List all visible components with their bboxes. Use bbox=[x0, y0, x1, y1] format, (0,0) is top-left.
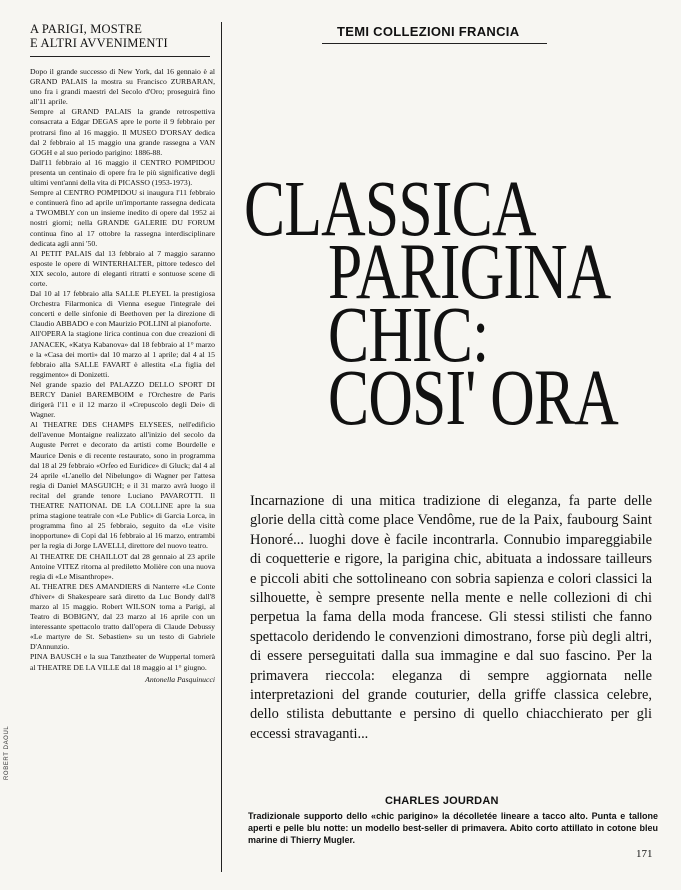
events-sidebar bbox=[20, 22, 222, 872]
intro-paragraph: Incarnazione di una mitica tradizione di eleganza, fa parte delle glorie della città come place Vendôme, rue de la Paix, faubourg Saint Honoré... luoghi dove è facile incontrarla. Connubio impareggiabile di coquetterie e rigore, la parigina chic, abituata a indossare tailleurs e piccoli abiti che sottolineano con sobria sapienza e colori classici la silhouette, è sempre presente nella mente e nelle collezioni di chi perpetua la fama della moda francese. Gli stessi stilisti che fanno spettacolo deridendo le convenzioni dimostrano, forse più degli altri, di essere perseguitati dalla sua immagine e dal suo fascino. Per la primavera rieccola: eleganza di sempre aggiornata nelle interpretazioni del grande couturier, della griffe classica celebre, dello stilista debuttante e persino di quello chiacchierato per gli eccessi stravaganti... bbox=[250, 493, 652, 742]
sidebar-paragraph: Al PETIT PALAIS dal 13 febbraio al 7 maggio saranno esposte le opere di WINTERHALTER, pittore tedesco del XIX secolo, autore di eleganti ritratti e sontuose scene di corte. bbox=[30, 248, 215, 288]
sidebar-paragraph: Sempre al CENTRO POMPIDOU si inaugura l'11 febbraio e continuerà fino ad aprile un'importante rassegna dedicata a TWOMBLY con un insieme inedito di opere dal 1952 ai nostri giorni; nella GRANDE GALERIE DU FORUM continua fino al 17 ottobre la rassegna interdisciplinare dedicata agli anni '50. bbox=[30, 188, 215, 248]
sidebar-paragraph: Al THEATRE DE CHAILLOT dal 28 gennaio al 23 aprile Antoine VITEZ ritorna al prediletto Molière con una nuova regia di «Le Misanthrope». bbox=[30, 551, 215, 581]
sidebar-title-line-2: E ALTRI AVVENIMENTI bbox=[30, 36, 168, 50]
sidebar-title-rule bbox=[30, 56, 210, 57]
sidebar-paragraph: AL THEATRE DES AMANDIERS di Nanterre «Le Conte d'hiver» di Shakespeare sarà diretto da Luc Bondy dall'8 marzo al 15 maggio. Robert WILSON torna a Parigi, al Teatro di BOBIGNY, dal 23 marzo al 16 aprile con un interessante spettacolo tratto dall'opera di Claude Debussy «Le martyre de St. Sebastien» su un testo di Gabriele D'Annunzio. bbox=[30, 581, 215, 652]
headline-line-4: COSI' ORA bbox=[328, 355, 618, 442]
photo-credit: ROBERT DAOUL bbox=[4, 725, 10, 780]
headline-line-2: PARIGINA bbox=[328, 229, 611, 316]
caption-title: CHARLES JOURDAN bbox=[385, 795, 499, 807]
section-label: TEMI COLLEZIONI FRANCIA bbox=[337, 24, 520, 39]
sidebar-paragraph: PINA BAUSCH e la sua Tanztheater de Wuppertal tornerà al THEATRE DE LA VILLE dal 18 maggio al 1° giugno. bbox=[30, 652, 215, 672]
headline-line-3: CHIC: bbox=[328, 292, 489, 379]
sidebar-paragraph: Sempre al GRAND PALAIS la grande retrospettiva consacrata a Edgar DEGAS apre le porte il 9 febbraio per protrarsi fino al 16 maggio. Il MUSEO D'ORSAY dedica dal 2 febbraio al 15 maggio una grande rassegna a VAN GOGH e al suo periodo parigino: 1886-88. bbox=[30, 107, 215, 157]
section-label-rule bbox=[322, 43, 547, 44]
page-number: 171 bbox=[636, 848, 653, 860]
sidebar-paragraph: Al THEATRE DES CHAMPS ELYSEES, nell'edificio dell'avenue Montaigne realizzato all'inizio del secolo da Auguste Perret e decorato da artisti come Bourdelle e Maurice Denis e di recente restaurato, sono in programma dal 18 al 29 febbraio «Orfeo ed Euridice» di Gluck; dal 4 al 24 aprile «L'anello del Nibelungo» di Wagner per l'attesa regia di Daniel MASGUICH; e il 31 marzo avrà luogo il recital del grande tenore Luciano PAVAROTTI. Il THEATRE NATIONAL DE LA COLLINE apre la sua prima stagione teatrale con «Le Public» di Garcia Lorca, in programma fino al 25 febbraio, seguito da «Le visite inopportune» di Copi dal 16 febbraio al 16 marzo, entrambi per la regia di Jorge LAVELLI, direttore del nuovo teatro. bbox=[30, 420, 215, 551]
caption-text: Tradizionale supporto dello «chic parigino» la décolletée lineare a tacco alto. Punta e tallone aperti e pelle blu notte: un modello best-seller di primavera. Abito corto attillato in cotone bleu marine di Thierry Mugler. bbox=[248, 811, 658, 845]
sidebar-paragraph: Nel grande spazio del PALAZZO DELLO SPORT DI BERCY Daniel BAREMBOIM e l'Orchestre de Paris dirigerà l'11 e il 12 marzo il «Crepuscolo degli Dei» di Wagner. bbox=[30, 379, 215, 420]
headline-line-1: CLASSICA bbox=[244, 166, 536, 253]
sidebar-paragraph: Dall'11 febbraio al 16 maggio il CENTRO POMPIDOU presenta un centinaio di opere fra le più significative degli ultimi vent'anni della vita di PICASSO (1953-1973). bbox=[30, 157, 215, 188]
headline bbox=[240, 166, 660, 442]
sidebar-title-line-1: A PARIGI, MOSTRE bbox=[30, 22, 143, 36]
author-signature: Antonella Pasquinucci bbox=[145, 674, 215, 684]
sidebar-paragraph: All'OPERA la stagione lirica continua con due creazioni di JANACEK, «Katya Kabanova» dal 18 febbraio al 1° marzo e la «Casa dei morti» dal 10 marzo al 1 aprile; dal 4 al 15 febbraio alla SALLE FAVART è allestita «La figlia del reggimento» di Donizetti. bbox=[30, 329, 215, 379]
sidebar-body bbox=[30, 67, 215, 673]
sidebar-title bbox=[30, 22, 221, 50]
sidebar-paragraph: Dal 10 al 17 febbraio alla SALLE PLEYEL la prestigiosa Orchestra Filarmonica di Vienna eseguе l'integrale dei concerti e delle sinfonie di Beethoven per la direzione di Claudio ABBADO e con Maurizio POLLINI al pianoforte. bbox=[30, 289, 215, 329]
sidebar-paragraph: Dopo il grande successo di New York, dal 16 gennaio è al GRAND PALAIS la mostra su Francisco ZURBARAN, uno fra i grandi maestri del Secolo d'Oro; proseguirà fino all'11 aprile. bbox=[30, 67, 215, 107]
